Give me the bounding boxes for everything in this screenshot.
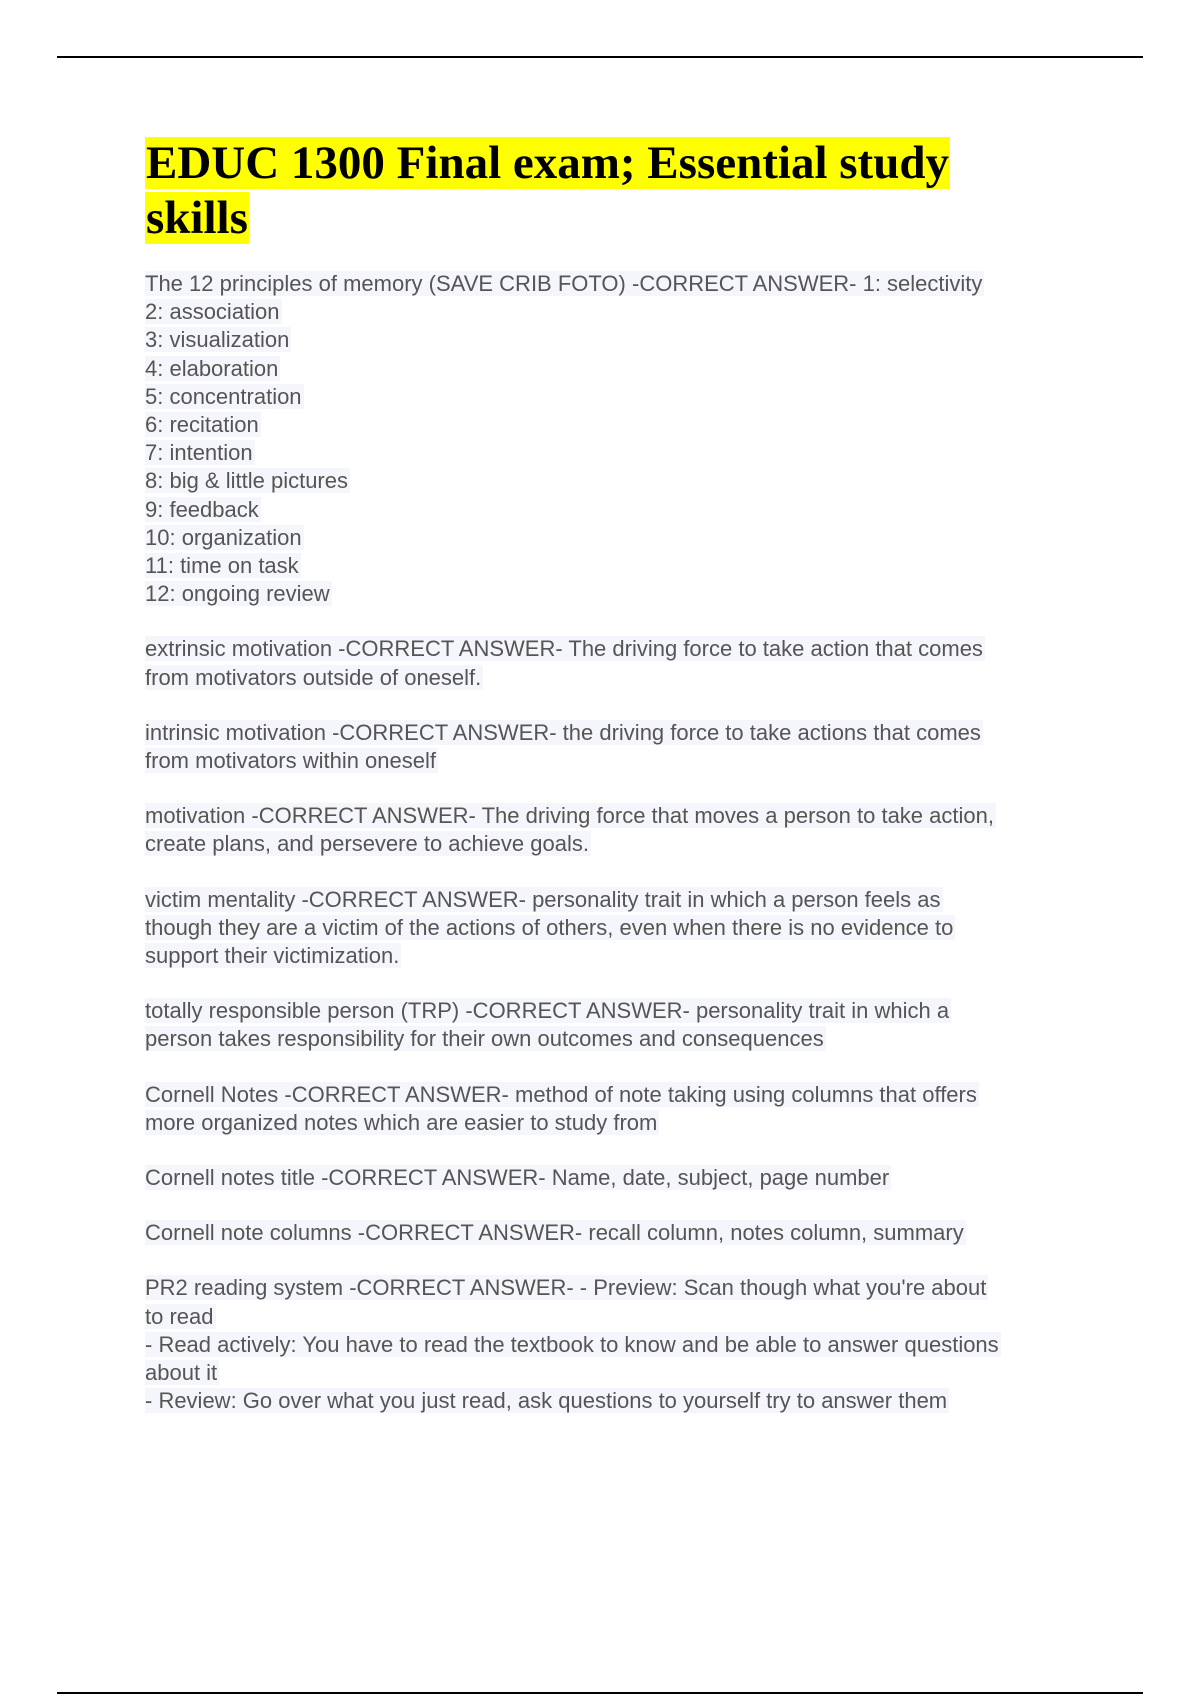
- entry-line-text: 7: intention: [145, 440, 253, 466]
- entry-line: [145, 298, 1095, 326]
- entry-line-text: 10: organization: [145, 524, 302, 550]
- title-line: skills: [146, 192, 248, 244]
- entry-line: [145, 1303, 1095, 1331]
- entry-line-text: The 12 principles of memory (SAVE CRIB FOTO) -CORRECT ANSWER- 1: selectivity: [145, 271, 983, 296]
- entry-line-text: 2: association: [145, 299, 280, 325]
- entry-line-text: Cornell Notes -CORRECT ANSWER- method of note taking using columns that offers: [145, 1081, 977, 1107]
- entry-line-text: - Review: Go over what you just read, ask questions to yourself try to answer them: [145, 1388, 948, 1414]
- entry-line-text: create plans, and persevere to achieve goals.: [145, 831, 589, 857]
- qa-entry: [145, 886, 1095, 971]
- entry-line: [145, 439, 1095, 467]
- entry-line: [145, 580, 1095, 608]
- entry-line-text: intrinsic motivation -CORRECT ANSWER- the driving force to take actions that comes: [145, 719, 981, 745]
- entry-line-text: 11: time on task: [145, 553, 299, 579]
- entry-line-text: 4: elaboration: [145, 355, 279, 381]
- entry-line: [145, 1387, 1095, 1415]
- entry-line-text: person takes responsibility for their own outcomes and consequences: [145, 1026, 824, 1052]
- entry-line-text: Cornell note columns -CORRECT ANSWER- recall column, notes column, summary: [145, 1220, 964, 1246]
- entry-line-text: more organized notes which are easier to study from: [145, 1109, 658, 1135]
- entry-line: [145, 719, 1095, 747]
- qa-entry: [145, 635, 1095, 691]
- qa-entry: [145, 1274, 1095, 1415]
- entry-line-text: support their victimization.: [145, 943, 400, 969]
- entry-line-text: 9: feedback: [145, 496, 259, 522]
- entry-line-text: motivation -CORRECT ANSWER- The driving force that moves a person to take action,: [145, 803, 994, 829]
- qa-entry: [145, 1081, 1095, 1137]
- title-highlight: [145, 137, 950, 244]
- entry-line: [145, 747, 1095, 775]
- entry-line: [145, 496, 1095, 524]
- entry-line: [145, 830, 1095, 858]
- entry-line-text: 8: big & little pictures: [145, 468, 348, 494]
- entry-line-text: to read: [145, 1303, 214, 1329]
- qa-entry: [145, 802, 1095, 858]
- entry-line-text: - Read actively: You have to read the textbook to know and be able to answer questions: [145, 1331, 999, 1357]
- qa-entry: [145, 1164, 1095, 1192]
- entry-line-text: 3: visualization: [145, 327, 290, 353]
- entry-line: [145, 524, 1095, 552]
- entry-line-text: totally responsible person (TRP) -CORRECT ANSWER- personality trait in which a: [145, 998, 950, 1024]
- entry-line: [145, 997, 1095, 1025]
- entry-line: [145, 1025, 1095, 1053]
- title-line: EDUC 1300 Final exam; Essential study: [146, 137, 949, 189]
- entry-line: [145, 552, 1095, 580]
- entry-line: [145, 326, 1095, 354]
- entry-line-text: 6: recitation: [145, 412, 259, 438]
- entry-line: [145, 914, 1095, 942]
- entry-line: [145, 664, 1095, 692]
- entry-line-text: Cornell notes title -CORRECT ANSWER- Name, date, subject, page number: [145, 1165, 890, 1191]
- entry-line: [145, 1331, 1095, 1359]
- entry-line-text: extrinsic motivation -CORRECT ANSWER- The driving force to take action that comes: [145, 636, 983, 662]
- entry-line: [145, 886, 1095, 914]
- entry-line: [145, 1359, 1095, 1387]
- bottom-rule: [57, 1692, 1143, 1694]
- entry-line-text: 12: ongoing review: [145, 581, 330, 607]
- entry-line: [145, 1109, 1095, 1137]
- entry-line-text: PR2 reading system -CORRECT ANSWER- - Preview: Scan though what you're about: [145, 1275, 987, 1301]
- entry-line: [145, 635, 1095, 663]
- entry-line: [145, 1164, 1095, 1192]
- entry-line: [145, 1219, 1095, 1247]
- entry-line-text: 5: concentration: [145, 383, 302, 409]
- qa-entry: [145, 270, 1095, 608]
- entry-line-text: victim mentality -CORRECT ANSWER- personality trait in which a person feels as: [145, 886, 941, 912]
- entry-line: [145, 1081, 1095, 1109]
- entry-line: [145, 270, 1095, 298]
- entry-line-text: from motivators within oneself: [145, 748, 436, 774]
- qa-entry: [145, 1219, 1095, 1247]
- entry-line: [145, 1274, 1095, 1302]
- entry-line: [145, 942, 1095, 970]
- entry-line-text: though they are a victim of the actions of others, even when there is no evidence to: [145, 914, 954, 940]
- entry-line: [145, 467, 1095, 495]
- document-body: [145, 136, 1095, 1443]
- entry-line: [145, 383, 1095, 411]
- entry-line: [145, 355, 1095, 383]
- entry-line: [145, 411, 1095, 439]
- entry-line-text: from motivators outside of oneself.: [145, 664, 482, 690]
- entry-line: [145, 802, 1095, 830]
- entry-line-text: about it: [145, 1360, 218, 1386]
- qa-entry: [145, 997, 1095, 1053]
- qa-entries: [145, 270, 1095, 1416]
- document-title: [145, 136, 1095, 246]
- top-rule: [57, 56, 1143, 58]
- qa-entry: [145, 719, 1095, 775]
